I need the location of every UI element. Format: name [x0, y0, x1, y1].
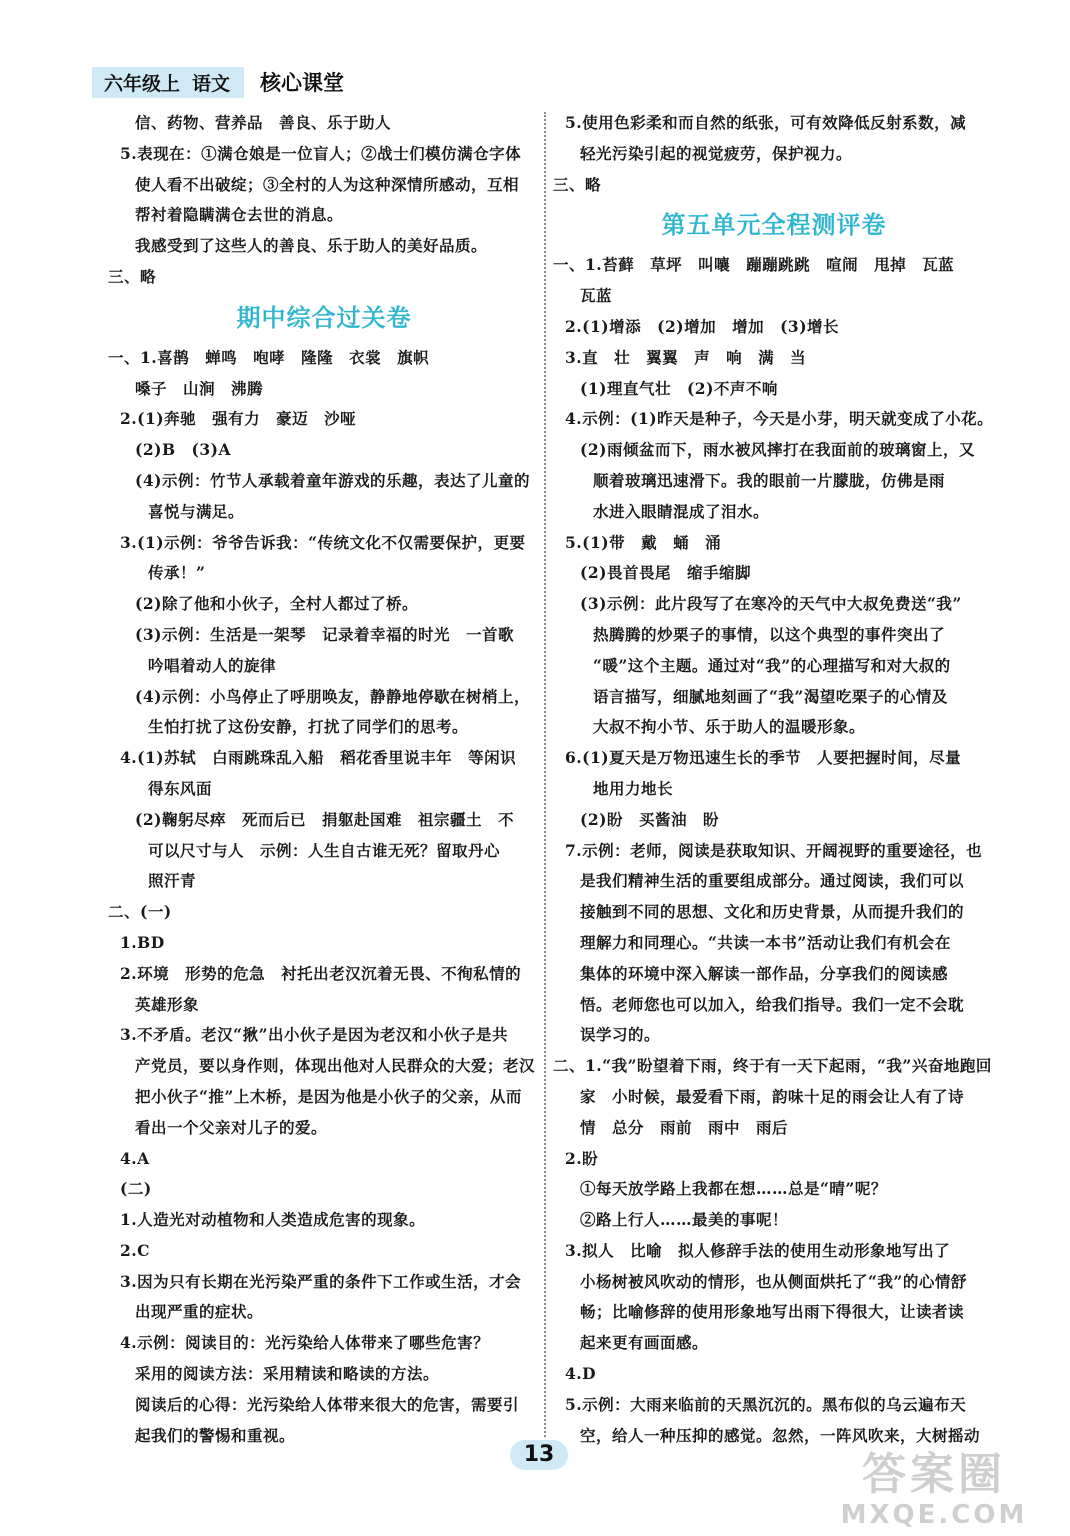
left-column	[108, 108, 540, 1451]
answer-line: 5.表现在：①满仓娘是一位盲人；②战士们模仿满仓字体	[120, 143, 522, 163]
answer-line: 得东风面	[148, 778, 213, 798]
answer-line: 4.示例：阅读目的：光污染给人体带来了哪些危害？	[120, 1333, 490, 1353]
answer-line: 把小伙子“推”上木桥，是因为他是小伙子的父亲，从而	[135, 1086, 522, 1106]
answer-line: 7.示例：老师，阅读是获取知识、开阔视野的重要途径，也	[565, 840, 983, 860]
answer-line: 三、略	[108, 266, 157, 286]
answer-line: 情 总分 雨前 雨中 雨后	[580, 1117, 789, 1137]
column-divider	[544, 112, 546, 1437]
answer-line: 5.(1)带 戴 蛹 涌	[565, 532, 722, 552]
answer-line: 吟唱着动人的旋律	[148, 655, 277, 675]
answer-line: 4.A	[120, 1148, 150, 1168]
watermark-main: 答案圈	[862, 1449, 1006, 1500]
answer-line: 5.示例：大雨来临前的天黑沉沉的。黑布似的乌云遍布天	[565, 1394, 967, 1414]
grade-label: 六年级上	[104, 72, 181, 95]
answer-line: 帮衬着隐瞒满仓去世的消息。	[135, 205, 344, 225]
answer-line: 3.不矛盾。老汉“揪”出小伙子是因为老汉和小伙子是共	[120, 1025, 509, 1045]
answer-line: 信、药物、营养品 善良、乐于助人	[135, 113, 392, 132]
answer-line: 2.C	[120, 1240, 151, 1260]
answer-line: 1.人造光对动植物和人类造成危害的现象。	[120, 1210, 426, 1230]
answer-line: 看出一个父亲对儿子的爱。	[135, 1117, 328, 1137]
answer-line: (2)鞠躬尽瘁 死而后已 捐躯赴国难 祖宗疆土 不	[135, 809, 514, 829]
answer-line: (2)B (3)A	[135, 440, 232, 460]
answer-line: (2)盼 买酱油 盼	[580, 809, 719, 829]
answer-line: 2.(1)奔驰 强有力 豪迈 沙哑	[120, 409, 357, 429]
subject-label: 语文	[192, 72, 231, 95]
watermark-logo	[834, 1450, 1034, 1530]
answer-line: 起来更有画面感。	[580, 1333, 709, 1353]
watermark-url: MXQE.COM	[840, 1500, 1028, 1530]
header-band	[92, 67, 244, 98]
answer-line: 三、略	[553, 174, 602, 194]
answer-line: 照汗青	[148, 871, 197, 891]
answer-line: 2.环境 形势的危急 衬托出老汉沉着无畏、不徇私情的	[120, 963, 522, 983]
answer-line: 4.示例：(1)昨天是种子，今天是小芽，明天就变成了小花。	[565, 409, 994, 429]
answer-line: 5.使用色彩柔和而自然的纸张，可有效降低反射系数，减	[565, 113, 967, 132]
answer-line: 传承！”	[148, 563, 206, 583]
answer-line: 使人看不出破绽；③全村的人为这种深情所感动，互相	[135, 174, 520, 194]
answer-line: 喜悦与满足。	[148, 501, 245, 521]
answer-line: 4.D	[565, 1364, 597, 1384]
answer-line: (2)雨倾盆而下，雨水被风摔打在我面前的玻璃窗上，又	[580, 440, 975, 460]
answer-line: 出现严重的症状。	[135, 1302, 264, 1322]
answer-line: 地用力地长	[593, 778, 674, 798]
answer-line: 顺着玻璃迅速滑下。我的眼前一片朦胧，仿佛是雨	[593, 470, 946, 490]
answer-line: (4)示例：竹节人承载着童年游戏的乐趣，表达了儿童的	[135, 470, 530, 490]
answer-line: (3)示例：此片段写了在寒冷的天气中大叔免费送“我”	[580, 594, 962, 614]
section-title: 期中综合过关卷	[236, 303, 412, 332]
answer-line: 我感受到了这些人的善良、乐于助人的美好品质。	[135, 236, 488, 256]
answer-line: 空，给人一种压抑的感觉。忽然，一阵风吹来，大树摇动	[580, 1425, 981, 1445]
answer-line: 一、1.苔藓 草坪 叫嚷 蹦蹦跳跳 喧闹 甩掉 瓦蓝	[553, 255, 955, 275]
answer-line: 集体的环境中深入解读一部作品，分享我们的阅读感	[580, 963, 949, 983]
answer-line: 理解力和同理心。“共读一本书”活动让我们有机会在	[580, 932, 951, 952]
answer-line: 3.因为只有长期在光污染严重的条件下工作或生活，才会	[120, 1271, 522, 1291]
answer-line: 起我们的警惕和重视。	[135, 1425, 296, 1445]
answer-line: 3.拟人 比喻 拟人修辞手法的使用生动形象地写出了	[565, 1240, 951, 1260]
answer-line: 二、(一)	[108, 902, 172, 922]
answer-line: 6.(1)夏天是万物迅速生长的季节 人要把握时间，尽量	[565, 748, 962, 768]
answer-line: 2.(1)增添 (2)增加 增加 (3)增长	[565, 316, 840, 336]
section-title: 第五单元全程测评卷	[661, 211, 887, 240]
answer-line: 2.盼	[565, 1148, 599, 1168]
answer-line: 1.BD	[120, 932, 165, 952]
answer-line: 接触到不同的思想、文化和历史背景，从而提升我们的	[580, 902, 965, 922]
page-header	[92, 64, 344, 100]
answer-line: (2)畏首畏尾 缩手缩脚	[580, 563, 751, 583]
answer-line: 误学习的。	[580, 1025, 661, 1045]
page-number: 13	[510, 1440, 568, 1470]
answer-line: 3.直 壮 翼翼 声 响 满 当	[565, 347, 807, 367]
series-title: 核心课堂	[260, 71, 345, 95]
answer-line: ②路上行人……最美的事呢！	[580, 1210, 789, 1230]
answer-line: (4)示例：小鸟停止了呼朋唤友，静静地停歇在树梢上，	[135, 686, 530, 706]
answer-line: (1)理直气壮 (2)不声不响	[580, 378, 778, 398]
answer-line: 畅；比喻修辞的使用形象地写出雨下得很大，让读者读	[580, 1302, 965, 1322]
answer-line: 水进入眼睛混成了泪水。	[593, 501, 770, 521]
answer-line: 小杨树被风吹动的情形，也从侧面烘托了“我”的心情舒	[580, 1271, 967, 1291]
answer-line: ①每天放学路上我都在想……总是“晴”呢？	[580, 1179, 887, 1199]
answer-line: 轻光污染引起的视觉疲劳，保护视力。	[580, 143, 853, 163]
right-column	[553, 108, 995, 1451]
answer-line: 是我们精神生活的重要组成部分。通过阅读，我们可以	[580, 871, 965, 891]
answer-line: 语言描写，细腻地刻画了“我”渴望吃栗子的心情及	[593, 686, 948, 706]
answer-line: 阅读后的心得：光污染给人体带来很大的危害，需要引	[135, 1394, 520, 1414]
answer-line: 采用的阅读方法：采用精读和略读的方法。	[135, 1364, 440, 1384]
answer-line: 生怕打扰了这份安静，打扰了同学们的思考。	[148, 717, 469, 737]
answer-line: 英雄形象	[135, 994, 200, 1014]
answer-line: 大叔不拘小节、乐于助人的温暖形象。	[593, 717, 866, 737]
answer-line: 瓦蓝	[580, 286, 613, 306]
answer-line: (3)示例：生活是一架琴 记录着幸福的时光 一首歌	[135, 624, 514, 644]
answer-line: 4.(1)苏轼 白雨跳珠乱入船 稻花香里说丰年 等闲识	[120, 748, 517, 768]
answer-line: 3.(1)示例：爷爷告诉我：“传统文化不仅需要保护，更要	[120, 532, 526, 552]
answer-line: 嗓子 山涧 沸腾	[135, 378, 264, 398]
answer-line: 一、1.喜鹊 蝉鸣 咆哮 隆隆 衣裳 旗帜	[108, 347, 430, 367]
answer-line: 可以尺寸与人 示例：人生自古谁无死？留取丹心	[148, 840, 501, 860]
answer-line: “暖”这个主题。通过对“我”的心理描写和对大叔的	[593, 655, 951, 675]
answer-line: 产党员，要以身作则，体现出他对人民群众的大爱；老汉	[135, 1056, 536, 1076]
answer-line: 二、1.“我”盼望着下雨，终于有一天下起雨，“我”兴奋地跑回	[553, 1056, 992, 1076]
answer-line: (2)除了他和小伙子，全村人都过了桥。	[135, 594, 418, 614]
answer-line: (二)	[120, 1179, 152, 1199]
answer-line: 热腾腾的炒栗子的事情，以这个典型的事件突出了	[593, 624, 946, 644]
answer-line: 家 小时候，最爱看下雨，韵味十足的雨会让人有了诗	[580, 1086, 965, 1106]
answer-line: 悟。老师您也可以加入，给我们指导。我们一定不会耽	[580, 994, 965, 1014]
